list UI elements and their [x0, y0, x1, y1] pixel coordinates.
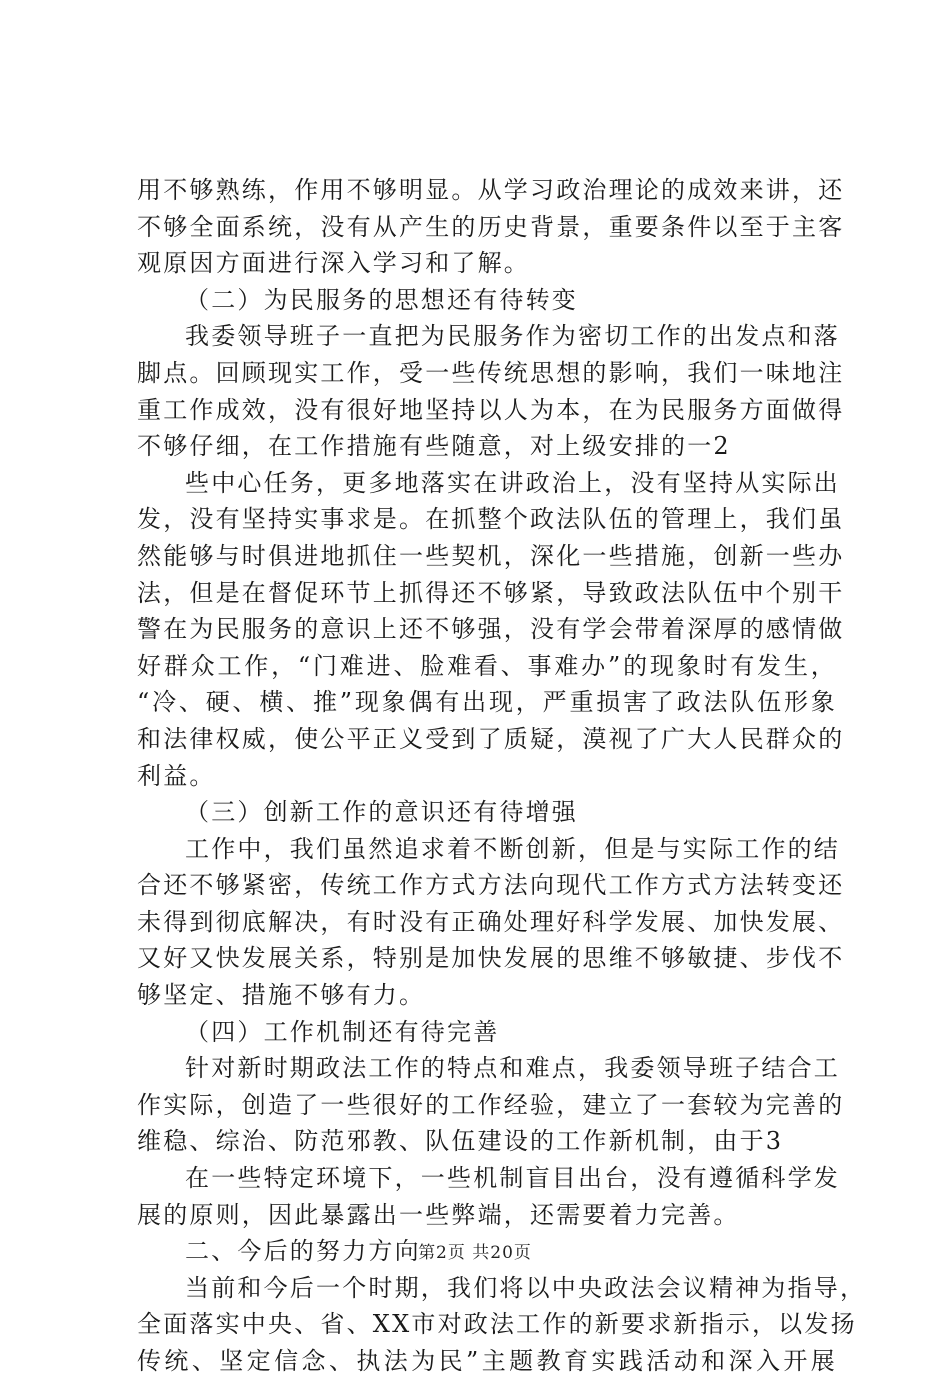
- section-heading: （二）为民服务的思想还有待转变: [185, 285, 578, 314]
- text-line: 脚点。回顾现实工作，受一些传统思想的影响，我们一味地注: [137, 358, 845, 387]
- text-line: 然能够与时俱进地抓住一些契机，深化一些措施，创新一些办: [137, 541, 845, 570]
- text-line: 利益。: [137, 761, 216, 790]
- text-line: 在一些特定环境下，一些机制盲目出台，没有遵循科学发: [185, 1164, 840, 1193]
- text-line: 够坚定、措施不够有力。: [137, 981, 426, 1010]
- section-heading: （三）创新工作的意识还有待增强: [185, 798, 578, 827]
- text-line: 警在为民服务的意识上还不够强，没有学会带着深厚的感情做: [137, 615, 845, 644]
- text-line: 重工作成效，没有很好地坚持以人为本，在为民服务方面做得: [137, 395, 845, 424]
- text-line: 好群众工作，“门难进、脸难看、事难办”的现象时有发生，: [137, 651, 837, 680]
- text-line: 工作中，我们虽然追求着不断创新，但是与实际工作的结: [185, 834, 840, 863]
- text-line: 些中心任务，更多地落实在讲政治上，没有坚持从实际出: [185, 468, 840, 497]
- page-footer: 第2页 共20页: [418, 1243, 532, 1263]
- text-line: 不够仔细，在工作措施有些随意，对上级安排的一2: [137, 432, 731, 461]
- section-heading: 二、今后的努力方向: [185, 1237, 421, 1266]
- text-line: 又好又快发展关系，特别是加快发展的思维不够敏捷、步伐不: [137, 944, 845, 973]
- text-line: 我委领导班子一直把为民服务作为密切工作的出发点和落: [185, 322, 840, 351]
- body-text: [137, 172, 867, 1380]
- text-line: 全面落实中央、省、XX市对政法工作的新要求新指示，以发扬: [137, 1310, 857, 1339]
- text-line: 当前和今后一个时期，我们将以中央政法会议精神为指导，: [185, 1273, 867, 1302]
- text-line: “冷、硬、横、推”现象偶有出现，严重损害了政法队伍形象: [137, 688, 837, 717]
- text-line: 用不够熟练，作用不够明显。从学习政治理论的成效来讲，还: [137, 176, 845, 204]
- text-line: 传统、坚定信念、执法为民”主题教育实践活动和深入开展: [137, 1347, 837, 1375]
- section-heading: （四）工作机制还有待完善: [185, 1017, 500, 1046]
- text-line: 不够全面系统，没有从产生的历史背景，重要条件以至于主客: [137, 212, 845, 241]
- text-line: 发，没有坚持实事求是。在抓整个政法队伍的管理上，我们虽: [137, 505, 845, 534]
- text-line: 合还不够紧密，传统工作方式方法向现代工作方式方法转变还: [137, 871, 845, 900]
- text-line: 未得到彻底解决，有时没有正确处理好科学发展、加快发展、: [137, 907, 845, 936]
- text-line: 和法律权威，使公平正义受到了质疑，漠视了广大人民群众的: [137, 724, 845, 753]
- text-line: 作实际，创造了一些很好的工作经验，建立了一套较为完善的: [137, 1090, 845, 1119]
- text-line: 针对新时期政法工作的特点和难点，我委领导班子结合工: [185, 1054, 840, 1083]
- text-line: 展的原则，因此暴露出一些弊端，还需要着力完善。: [137, 1200, 740, 1229]
- text-line: 法，但是在督促环节上抓得还不够紧，导致政法队伍中个别干: [137, 578, 845, 607]
- text-line: 维稳、综治、防范邪教、队伍建设的工作新机制，由于3: [137, 1127, 784, 1156]
- text-line: 观原因方面进行深入学习和了解。: [137, 249, 530, 278]
